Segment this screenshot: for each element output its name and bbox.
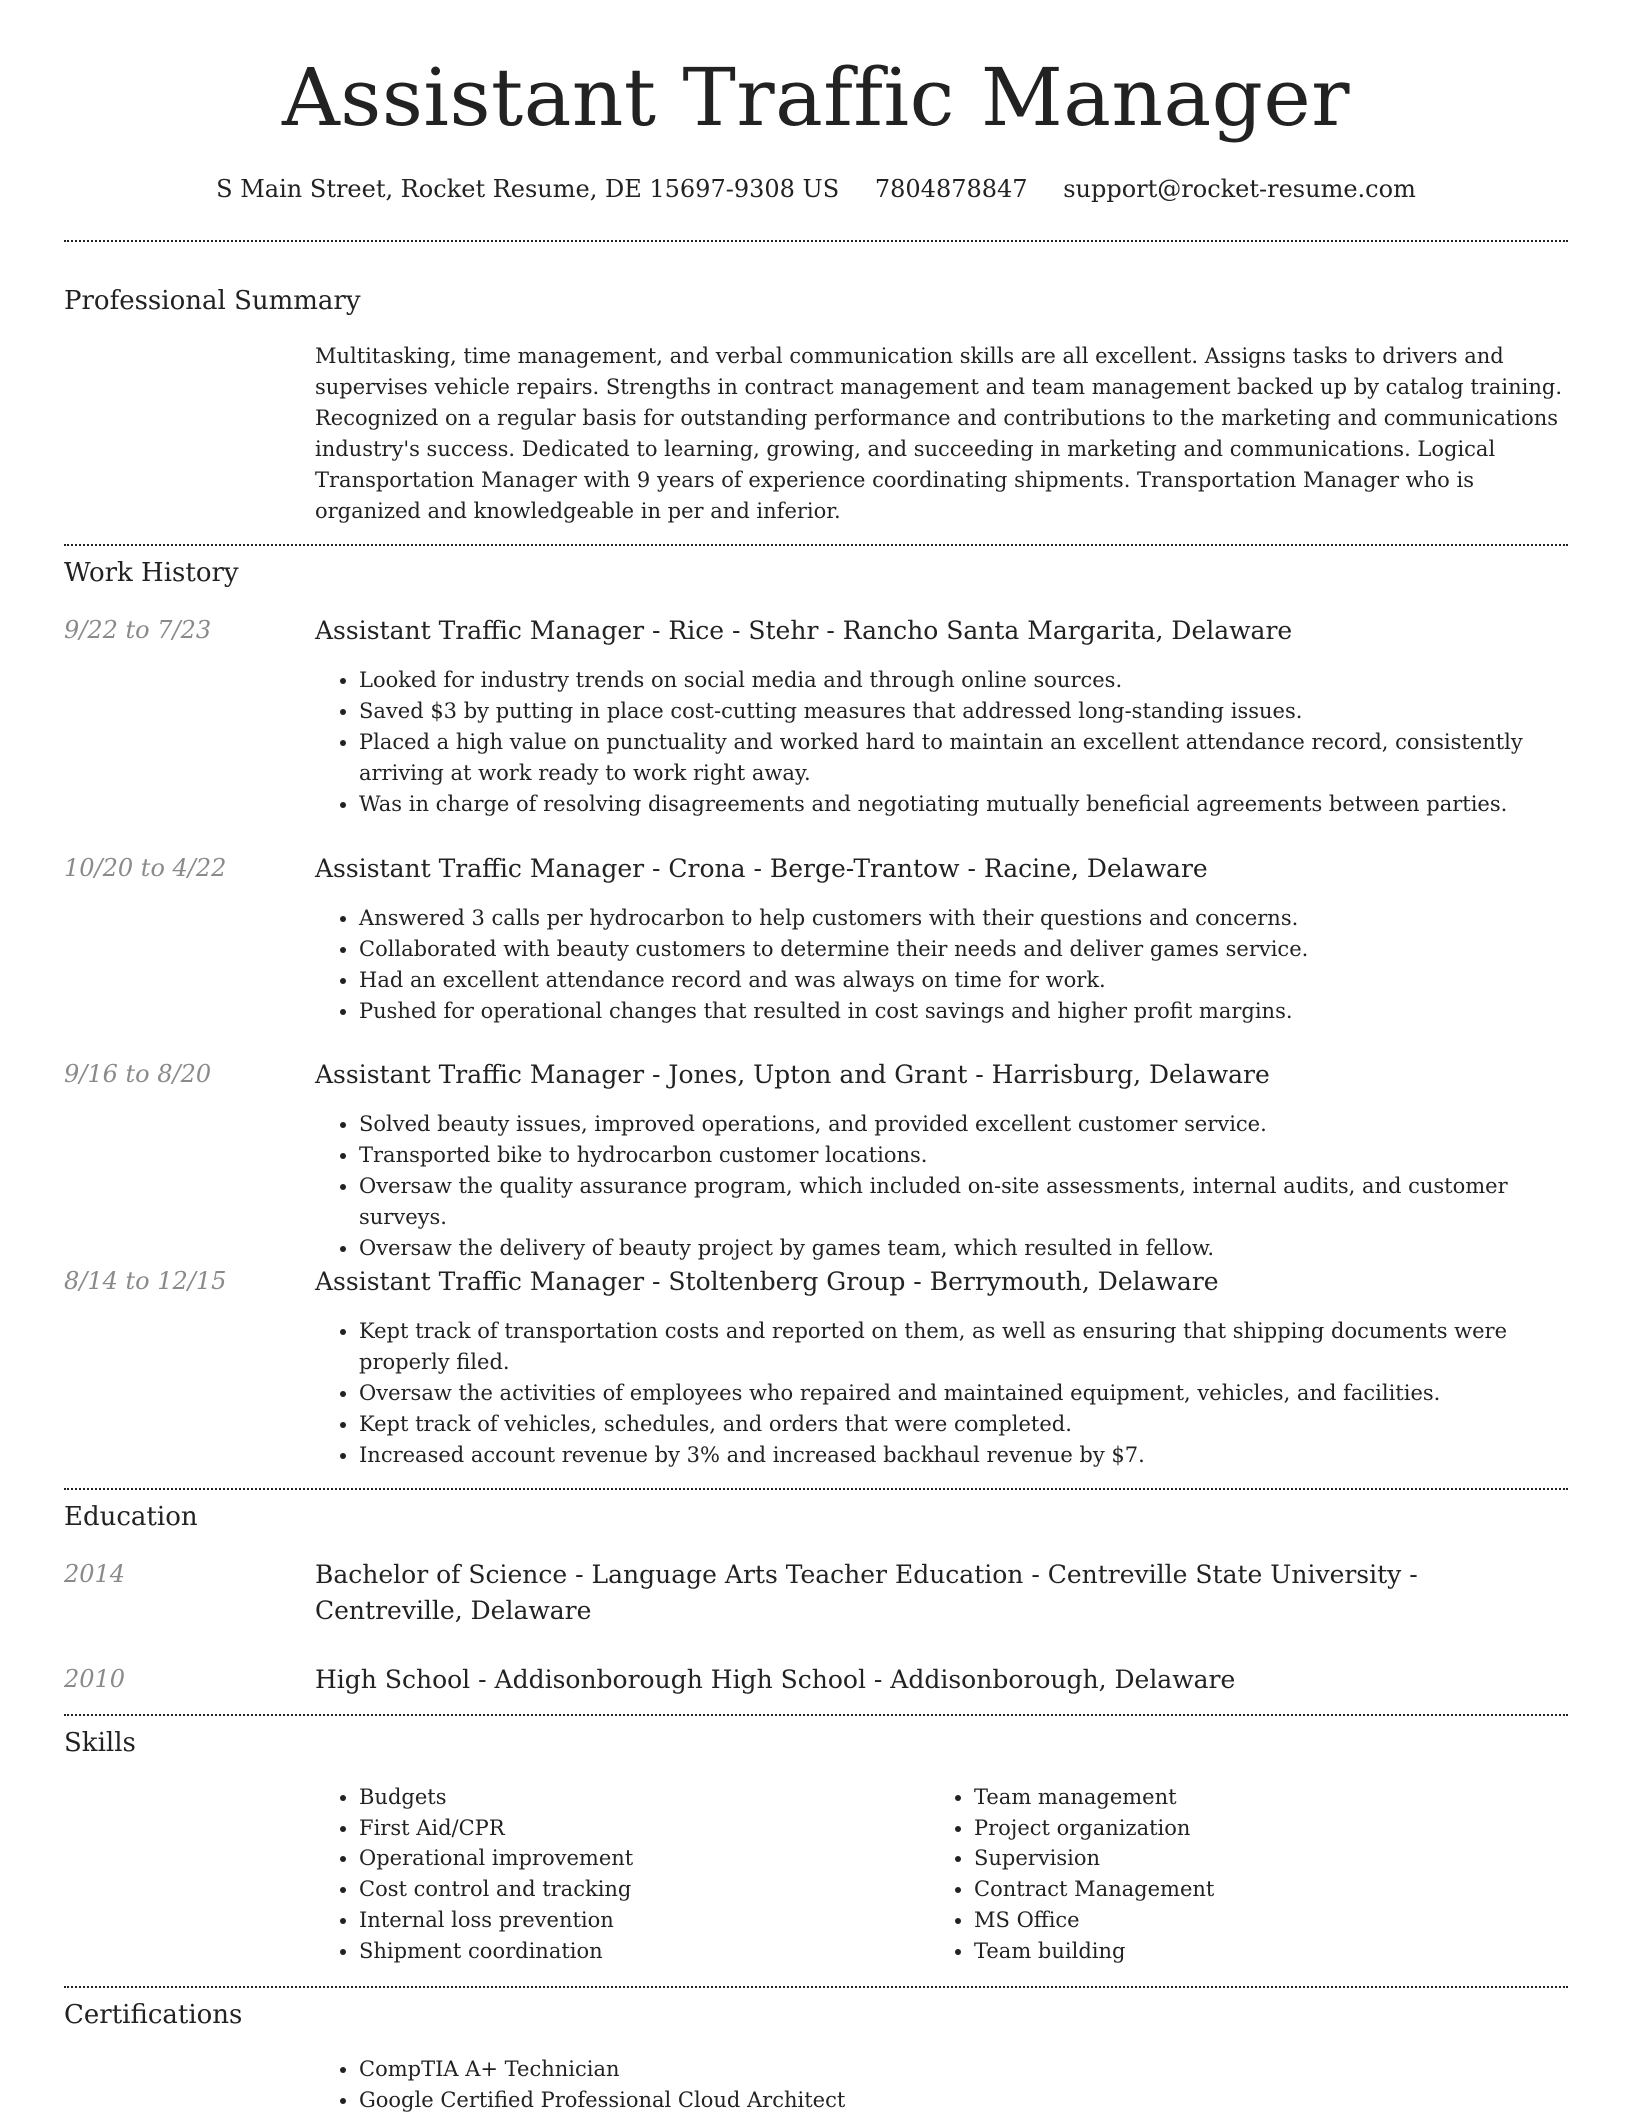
job-heading: Assistant Traffic Manager - Crona - Berge-Trantow - Racine, Delaware [315, 854, 1208, 883]
certifications-heading: Certifications [64, 2000, 243, 2030]
section-divider [64, 1986, 1568, 1988]
section-divider [64, 544, 1568, 546]
list-item: • Transported bike to hydrocarbon customer locations. [359, 1140, 1570, 1171]
list-item: • CompTIA A+ Technician [359, 2054, 1315, 2085]
job-dates: 8/14 to 12/15 [64, 1267, 227, 1295]
education-year: 2010 [64, 1665, 126, 1693]
list-item: • Contract Management [974, 1874, 1530, 1905]
list-item: • Project organization [974, 1813, 1530, 1844]
list-item: • Kept track of vehicles, schedules, and orders that were completed. [359, 1409, 1570, 1440]
list-item: • Collaborated with beauty customers to determine their needs and deliver games service. [359, 934, 1570, 965]
list-item: • Team management [974, 1782, 1530, 1813]
skills-list-right [930, 1782, 1530, 1966]
job-heading: Assistant Traffic Manager - Rice - Stehr - Rancho Santa Margarita, Delaware [315, 616, 1293, 645]
list-item: • Budgets [359, 1782, 915, 1813]
list-item: • Had an excellent attendance record and was always on time for work. [359, 965, 1570, 996]
list-item: • MS Office [974, 1905, 1530, 1936]
list-item: • Team building [974, 1936, 1530, 1967]
list-item: • Was in charge of resolving disagreements and negotiating mutually beneficial agreements between parties. [359, 789, 1570, 820]
list-item: • Solved beauty issues, improved operations, and provided excellent customer service. [359, 1109, 1570, 1140]
contact-email: support@rocket-resume.com [1063, 175, 1416, 203]
education-year: 2014 [64, 1560, 126, 1588]
section-divider [64, 1714, 1568, 1716]
list-item: • Google Certified Professional Cloud Architect [359, 2085, 1315, 2115]
contact-line [0, 170, 1632, 208]
list-item: • Looked for industry trends on social media and through online sources. [359, 665, 1570, 696]
job-dates: 9/22 to 7/23 [64, 616, 212, 644]
education-heading-entry: Bachelor of Science - Language Arts Teacher Education - Centreville State University - Centreville, Delaware [315, 1560, 1418, 1625]
resume-name: Assistant Traffic Manager [282, 51, 1350, 144]
list-item: • Supervision [974, 1843, 1530, 1874]
certifications-list [315, 2054, 1315, 2115]
list-item: • Answered 3 calls per hydrocarbon to help customers with their questions and concerns. [359, 903, 1570, 934]
list-item: • Cost control and tracking [359, 1874, 915, 1905]
section-divider [64, 240, 1568, 242]
list-item: • Placed a high value on punctuality and worked hard to maintain an excellent attendance record, consistently arriving at work ready to work right away. [359, 727, 1570, 789]
education-heading: Education [64, 1502, 198, 1532]
contact-address: S Main Street, Rocket Resume, DE 15697-9308 US [216, 175, 840, 203]
list-item: • Oversaw the activities of employees who repaired and maintained equipment, vehicles, and facilities. [359, 1378, 1570, 1409]
list-item: • Shipment coordination [359, 1936, 915, 1967]
education-heading-entry: High School - Addisonborough High School - Addisonborough, Delaware [315, 1665, 1236, 1694]
section-divider [64, 1488, 1568, 1490]
list-item: • Pushed for operational changes that resulted in cost savings and higher profit margins. [359, 996, 1570, 1027]
contact-phone: 7804878847 [874, 175, 1028, 203]
list-item: • Oversaw the delivery of beauty project by games team, which resulted in fellow. [359, 1233, 1570, 1264]
job-bullets [315, 665, 1570, 820]
skills-list-left [315, 1782, 915, 1966]
list-item: • Increased account revenue by 3% and increased backhaul revenue by $7. [359, 1440, 1570, 1471]
list-item: • Oversaw the quality assurance program, which included on-site assessments, internal audits, and customer surveys. [359, 1171, 1570, 1233]
summary-heading: Professional Summary [64, 286, 361, 316]
job-heading: Assistant Traffic Manager - Jones, Upton and Grant - Harrisburg, Delaware [315, 1060, 1270, 1089]
list-item: • Internal loss prevention [359, 1905, 915, 1936]
list-item: • Kept track of transportation costs and reported on them, as well as ensuring that shipping documents were properly filed. [359, 1316, 1570, 1378]
job-bullets [315, 903, 1570, 1027]
job-dates: 10/20 to 4/22 [64, 854, 227, 882]
job-dates: 9/16 to 8/20 [64, 1060, 212, 1088]
job-heading: Assistant Traffic Manager - Stoltenberg Group - Berrymouth, Delaware [315, 1267, 1219, 1296]
list-item: • First Aid/CPR [359, 1813, 915, 1844]
skills-heading: Skills [64, 1728, 136, 1758]
job-bullets [315, 1109, 1570, 1264]
list-item: • Saved $3 by putting in place cost-cutting measures that addressed long-standing issues. [359, 696, 1570, 727]
job-bullets [315, 1316, 1570, 1471]
list-item: • Operational improvement [359, 1843, 915, 1874]
summary-text: Multitasking, time management, and verbal communication skills are all excellent. Assigns tasks to drivers and supervises vehicle repairs. Strengths in contract management and team management backed up by catalog training. Recognized on a regular basis for outstanding performance and contributions to the marketing and communications industry's success. Dedicated to learning, growing, and succeeding in marketing and communications. Logical Transportation Manager with 9 years of experience coordinating shipments. Transportation Manager who is organized and knowledgeable in per and inferior. [315, 344, 1562, 523]
work-history-heading: Work History [64, 558, 239, 588]
